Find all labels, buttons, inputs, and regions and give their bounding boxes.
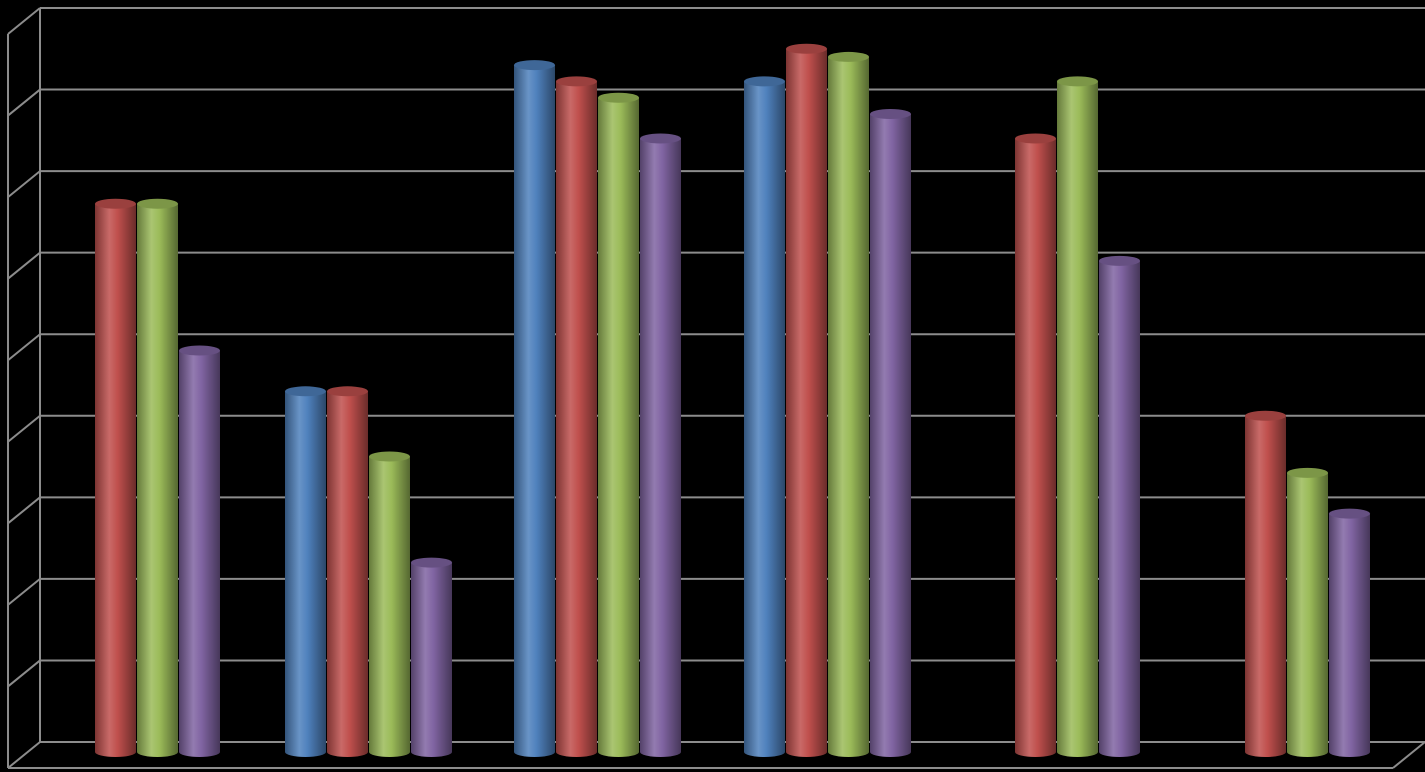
bar (870, 109, 911, 757)
bar-body (514, 65, 555, 757)
bar (640, 133, 681, 757)
bar (285, 386, 326, 757)
gridline-side (8, 8, 40, 34)
bar-body (1287, 473, 1328, 757)
bar (369, 452, 410, 757)
bar (1329, 509, 1370, 757)
bar-body (598, 98, 639, 757)
bar-top (598, 93, 639, 103)
gridline-side (8, 497, 40, 523)
bars (95, 44, 1370, 757)
bar-top (411, 558, 452, 568)
bar-top (870, 109, 911, 119)
bar-top (1245, 411, 1286, 421)
bar-body (744, 81, 785, 757)
bar-top (1015, 133, 1056, 143)
gridline-side (8, 171, 40, 197)
bar (95, 199, 136, 757)
bar-top (640, 133, 681, 143)
bar-top (744, 76, 785, 86)
gridline-side (8, 253, 40, 279)
bar (556, 76, 597, 757)
bar-top (285, 386, 326, 396)
gridline-side (8, 90, 40, 116)
bar-body (828, 57, 869, 757)
bar-top (514, 60, 555, 70)
gridline-side (8, 416, 40, 442)
bar-top (179, 346, 220, 356)
gridline-side (8, 742, 40, 768)
bar-top (786, 44, 827, 54)
bar-body (1329, 514, 1370, 757)
bar (411, 558, 452, 757)
bar-body (179, 351, 220, 757)
bar (514, 60, 555, 757)
gridline-side (8, 660, 40, 686)
bar-body (1015, 138, 1056, 757)
bar-top (1329, 509, 1370, 519)
bar (1245, 411, 1286, 757)
bar (786, 44, 827, 757)
bar-top (327, 386, 368, 396)
bar-top (556, 76, 597, 86)
bar (828, 52, 869, 757)
gridline-side (8, 334, 40, 360)
bar-top (1099, 256, 1140, 266)
bar-body (411, 563, 452, 757)
bar-body (556, 81, 597, 757)
bar-body (1057, 81, 1098, 757)
bar (1287, 468, 1328, 757)
bar (327, 386, 368, 757)
bar (1099, 256, 1140, 757)
bar-body (137, 204, 178, 757)
bar-body (870, 114, 911, 757)
bar-body (1245, 416, 1286, 757)
bar-top (828, 52, 869, 62)
bar (179, 346, 220, 757)
bar-body (95, 204, 136, 757)
bar (1057, 76, 1098, 757)
bar-body (786, 49, 827, 757)
bar (1015, 133, 1056, 757)
gridlines (8, 8, 1425, 768)
bar-body (369, 457, 410, 757)
bar-top (95, 199, 136, 209)
bar (744, 76, 785, 757)
bar-top (369, 452, 410, 462)
bar-body (285, 391, 326, 757)
bar (598, 93, 639, 757)
bar-body (1099, 261, 1140, 757)
bar-body (327, 391, 368, 757)
bar-top (137, 199, 178, 209)
bar-top (1287, 468, 1328, 478)
bar-body (640, 138, 681, 757)
bar-top (1057, 76, 1098, 86)
bar (137, 199, 178, 757)
floor-edge-right (1393, 742, 1425, 768)
gridline-side (8, 579, 40, 605)
